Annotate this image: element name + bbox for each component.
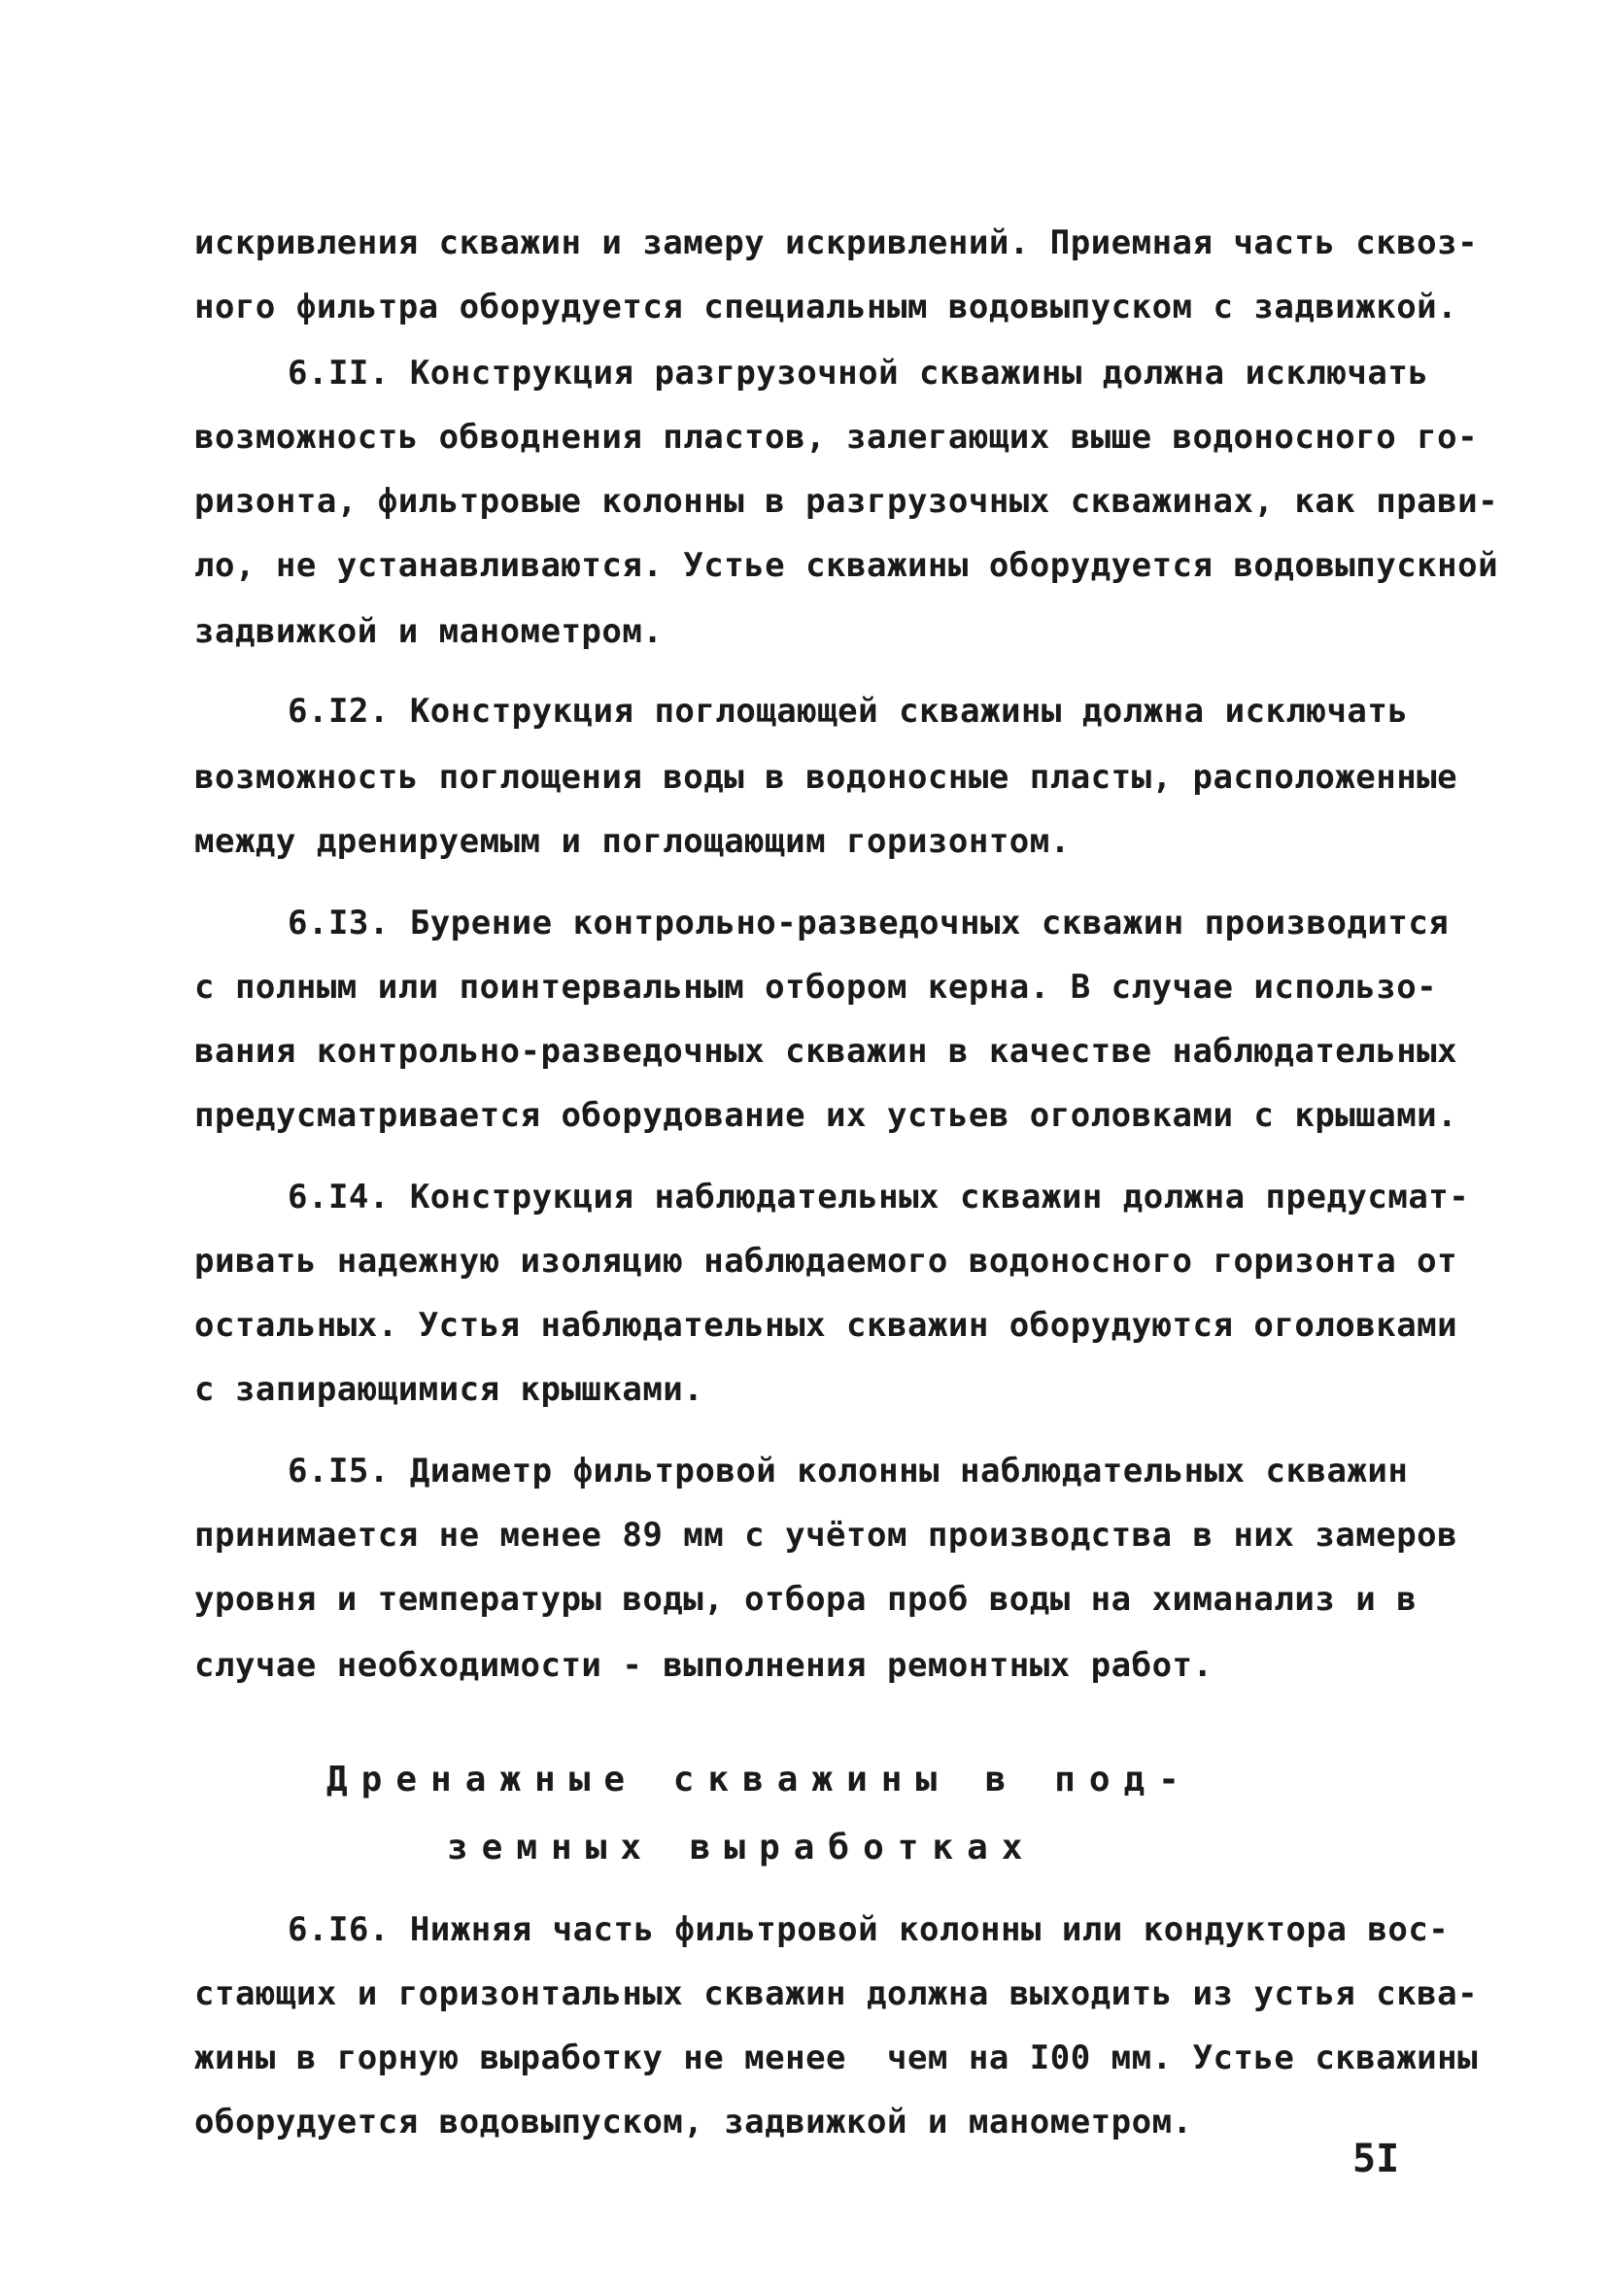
- text-line: 6.I4. Конструкция наблюдательных скважин должна предусмат-: [288, 1178, 1470, 1217]
- text-line: жины в горную выработку не менее чем на I00 мм. Устье скважины: [194, 2039, 1479, 2077]
- text-line: задвижкой и манометром.: [194, 612, 664, 651]
- page-number: 5I: [1352, 2137, 1400, 2181]
- text-line: предусматривается оборудование их устьев оголовками с крышами.: [194, 1096, 1458, 1135]
- text-line: ризонта, фильтровые колонны в разгрузочных скважинах, как прави-: [194, 482, 1499, 521]
- text-line: ривать надежную изоляцию наблюдаемого водоносного горизонта от: [194, 1242, 1458, 1281]
- text-line: с полным или поинтервальным отбором керна. В случае использо-: [194, 968, 1438, 1007]
- text-line: 6.II. Конструкция разгрузочной скважины должна исключать: [288, 354, 1429, 393]
- text-line: уровня и температуры воды, отбора проб воды на химанализ и в: [194, 1580, 1418, 1619]
- text-line: вания контрольно-разведочных скважин в качестве наблюдательных: [194, 1032, 1458, 1071]
- text-line: ло, не устанавливаются. Устье скважины оборудуется водовыпускной: [194, 546, 1499, 585]
- text-line: 6.I6. Нижняя часть фильтровой колонны или кондуктора вос-: [288, 1910, 1450, 1949]
- text-line: ного фильтра оборудуется специальным водовыпуском с задвижкой.: [194, 288, 1458, 326]
- text-line: оборудуется водовыпуском, задвижкой и манометром.: [194, 2103, 1193, 2142]
- text-line: с запирающимися крышками.: [194, 1370, 704, 1409]
- text-line: стающих и горизонтальных скважин должна выходить из устья сква-: [194, 1974, 1479, 2013]
- text-line: 6.I5. Диаметр фильтровой колонны наблюдательных скважин: [288, 1452, 1409, 1491]
- text-line: 6.I2. Конструкция поглощающей скважины должна исключать: [288, 692, 1409, 731]
- text-line: возможность обводнения пластов, залегающих выше водоносного го-: [194, 418, 1479, 457]
- text-line: случае необходимости - выполнения ремонтных работ.: [194, 1646, 1214, 1685]
- text-line: 6.I3. Бурение контрольно-разведочных скважин производится: [288, 904, 1450, 942]
- text-line: остальных. Устья наблюдательных скважин оборудуются оголовками: [194, 1306, 1458, 1345]
- section-heading-line-1: Дренажные скважины в под-: [326, 1760, 1193, 1799]
- text-line: искривления скважин и замеру искривлений. Приемная часть сквоз-: [194, 223, 1479, 262]
- section-heading-line-2: земных выработках: [447, 1828, 1037, 1868]
- text-line: между дренируемым и поглощающим горизонтом.: [194, 822, 1071, 861]
- text-line: принимается не менее 89 мм с учётом производства в них замеров: [194, 1516, 1458, 1555]
- text-line: возможность поглощения воды в водоносные пласты, расположенные: [194, 758, 1458, 797]
